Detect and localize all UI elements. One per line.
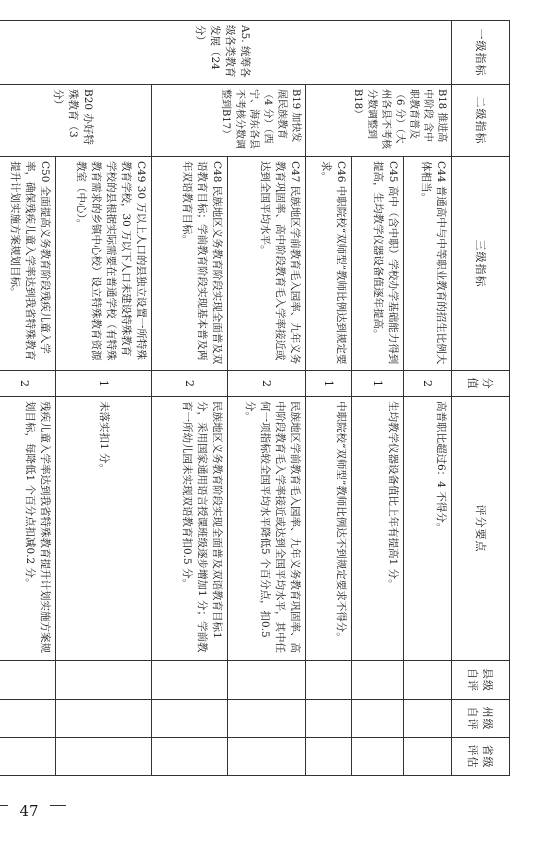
- table-row: [56, 21, 152, 776]
- table-row: [404, 21, 452, 776]
- group-label-b19: B19 加快发展民族教育（4 分）（西宁、海东各县不考核分数调整到B17）: [152, 85, 306, 157]
- c49-indicator: C49 30 万以上人口的县独立设置一所特殊教育学校，30 万以下人口未建设特殊教育学校的县根据实际需要在普通学校（有特殊教育需求的乡镇中心校）设立特殊教育资源教室（中心）。: [56, 157, 152, 371]
- page-number: 47: [19, 802, 39, 820]
- c45-county-input[interactable]: [352, 661, 404, 700]
- header-level2: 二级指标: [452, 85, 510, 157]
- evaluation-table: [0, 20, 510, 776]
- c46-county-input[interactable]: [306, 661, 352, 700]
- c45-points: 生均教学仪器设备值比上年有提高1 分。: [352, 397, 404, 661]
- c50-score: 2: [0, 371, 56, 397]
- header-province: 省级评估: [452, 738, 510, 776]
- c44-county-input[interactable]: [404, 661, 452, 700]
- header-level1: 一级指标: [452, 21, 510, 85]
- page-number-dash-right: [0, 805, 8, 806]
- c48-score: 2: [152, 371, 228, 397]
- header-row: [452, 21, 510, 776]
- header-level3: 三级指标: [452, 157, 510, 371]
- c46-score: 1: [306, 371, 352, 397]
- c44-score: 2: [404, 371, 452, 397]
- c48-province-input[interactable]: [152, 738, 228, 776]
- header-county: 县级自评: [452, 661, 510, 700]
- table-row: [228, 21, 306, 776]
- c47-prefecture-input[interactable]: [228, 700, 306, 738]
- c48-prefecture-input[interactable]: [152, 700, 228, 738]
- c45-prefecture-input[interactable]: [352, 700, 404, 738]
- c45-province-input[interactable]: [352, 738, 404, 776]
- c47-county-input[interactable]: [228, 661, 306, 700]
- c49-county-input[interactable]: [56, 661, 152, 700]
- group-label-b20: B20 办好特殊教育（3 分）: [0, 85, 152, 157]
- c47-indicator: C47 民族地区学前教育毛入园率、九年义务教育巩固率、高中阶段教育毛入学率接近或达到全国平均水平。: [228, 157, 306, 371]
- page-number-dash-left: [50, 805, 66, 806]
- c48-indicator: C48 民族地区义务教育阶段实现全面普及双语教育目标；学前教育阶段实现基本普及两年双语教育目标。: [152, 157, 228, 371]
- c44-prefecture-input[interactable]: [404, 700, 452, 738]
- c49-province-input[interactable]: [56, 738, 152, 776]
- c47-score: 2: [228, 371, 306, 397]
- c48-county-input[interactable]: [152, 661, 228, 700]
- group-label-b18: B18 推进高中阶段 含中职教育普及（6 分）（大州各县不考核分数调整到B18）: [306, 85, 452, 157]
- c49-points: 未落实扣1 分。: [56, 397, 152, 661]
- c47-province-input[interactable]: [228, 738, 306, 776]
- level1-cell: A5. 统筹各级各类教育发展（24 分）: [0, 21, 452, 85]
- c45-indicator: C45 高中（含中职）学校办学基础能力得到提高，生均教学仪器设备值逐年提高。: [352, 157, 404, 371]
- c46-province-input[interactable]: [306, 738, 352, 776]
- c49-score: 1: [56, 371, 152, 397]
- c44-province-input[interactable]: [404, 738, 452, 776]
- c47-points: 民族地区学前教育毛入园率、九年义务教育巩固率、高中阶段教育毛入学率接近或达到全国平均水平，其中任何一项指标较全国平均水平降低5 个百分点，扣0.5 分。: [228, 397, 306, 661]
- c44-indicator: C44 普通高中与中等职业教育的招生比例大体相当。: [404, 157, 452, 371]
- c46-points: 中职院校“双师型”教师比例达不到规定要求不得分。: [306, 397, 352, 661]
- c50-points: 残疾儿童入学率达到我省特殊教育提升计划实施方案规划目标，每降低1 个百分点扣减0.2 分。: [0, 397, 56, 661]
- c46-prefecture-input[interactable]: [306, 700, 352, 738]
- c44-points: 高普职比超过6：4 不得分。: [404, 397, 452, 661]
- c48-points: 民族地区义务教育阶段实现全面普及双语教育目标1 分，采用国家通用语言授课班级逐步增加1 分；学前教育一所幼儿园未实现双语教育扣0.5 分。: [152, 397, 228, 661]
- c50-indicator: C50 全面提高义务教育阶段残疾儿童入学率，确保残疾儿童入学率达到我省特殊教育提升计划实施方案规划目标。: [0, 157, 56, 371]
- c50-county-input[interactable]: [0, 661, 56, 700]
- c50-prefecture-input[interactable]: [0, 700, 56, 738]
- c46-indicator: C46 中职院校“双师型”教师比例达到规定要求。: [306, 157, 352, 371]
- header-score: 分值: [452, 371, 510, 397]
- header-prefecture: 州级自评: [452, 700, 510, 738]
- c45-score: 1: [352, 371, 404, 397]
- c50-province-input[interactable]: [0, 738, 56, 776]
- c49-prefecture-input[interactable]: [56, 700, 152, 738]
- header-points: 评分要点: [452, 397, 510, 661]
